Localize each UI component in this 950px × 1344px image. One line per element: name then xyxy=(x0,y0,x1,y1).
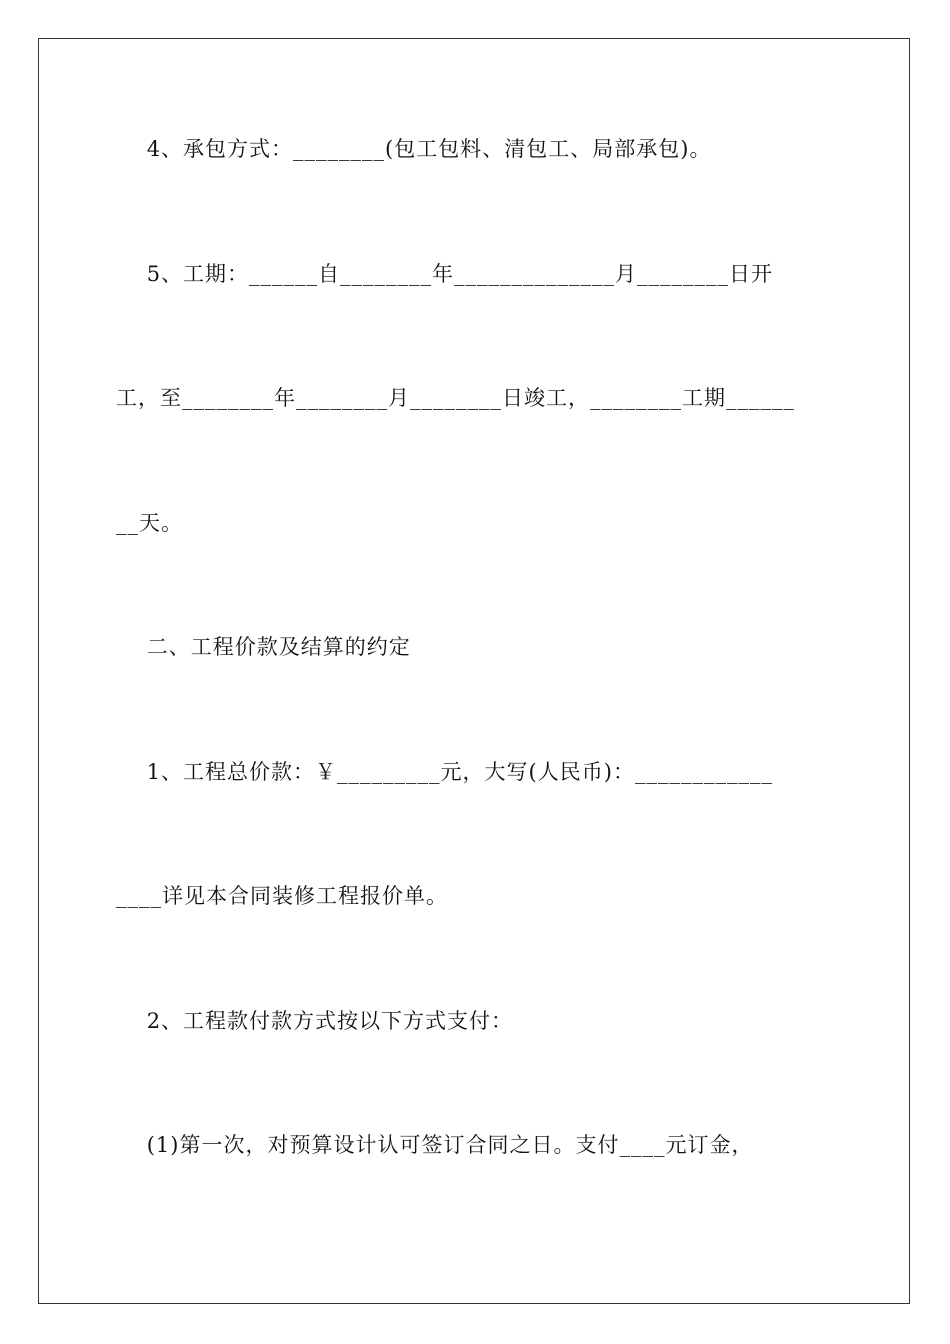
total-price-line: 1、工程总价款：￥_________元，大写(人民币)：____________ xyxy=(116,760,773,784)
first-payment-line: (1)第一次，对预算设计认可签订合同之日。支付____元订金， xyxy=(116,1133,754,1157)
total-price-continued-line: ____详见本合同装修工程报价单。 xyxy=(116,884,448,908)
construction-period-line: 5、工期：______自________年______________月________日开 xyxy=(116,262,774,286)
payment-method-line: 2、工程款付款方式按以下方式支付： xyxy=(116,1009,514,1033)
page-border xyxy=(38,38,910,1304)
section-heading-price-settlement: 二、工程价款及结算的约定 xyxy=(116,635,411,659)
contract-mode-line: 4、承包方式：________(包工包料、清包工、局部承包)。 xyxy=(116,137,712,161)
construction-days-line: __天。 xyxy=(116,511,183,535)
construction-period-continued-line: 工，至________年________月________日竣工，________工期______ xyxy=(116,386,795,410)
